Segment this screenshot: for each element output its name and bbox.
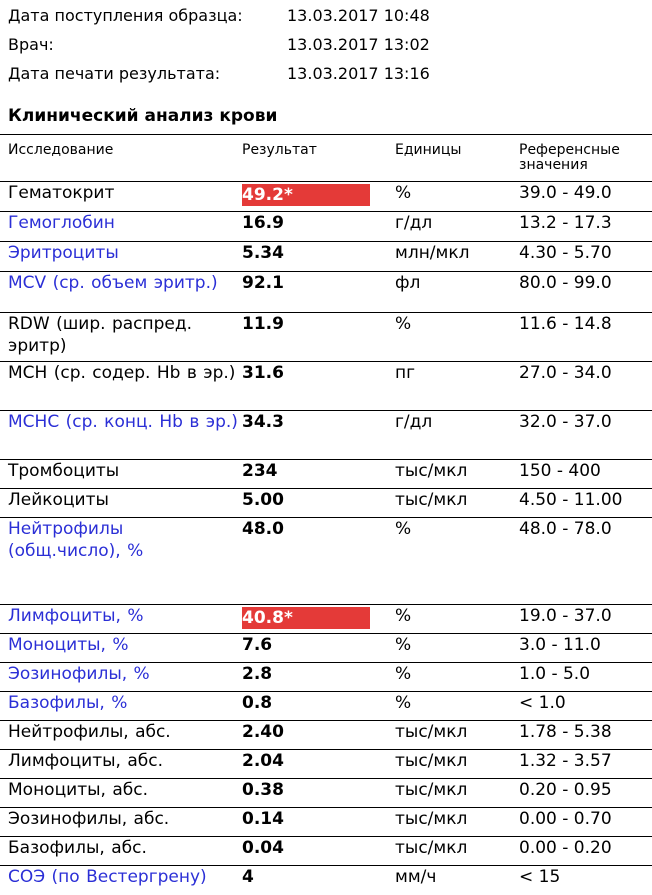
test-reference: 32.0 - 37.0: [519, 412, 612, 432]
test-units: %: [395, 635, 412, 655]
header-result: Результат: [242, 142, 317, 158]
test-result: 0.8: [242, 693, 273, 713]
test-name: MCH (ср. содер. Hb в эр.): [8, 363, 236, 383]
test-reference: < 15: [519, 867, 561, 887]
header-name: Исследование: [8, 142, 114, 158]
meta-value: 13.03.2017 10:48: [287, 6, 430, 25]
table-row: [0, 459, 652, 488]
test-name: Эозинофилы, абс.: [8, 809, 170, 829]
test-name: RDW (шир. распред. эритр): [8, 314, 193, 356]
table-row: [0, 517, 652, 604]
test-result: 0.14: [242, 809, 284, 829]
test-name: СОЭ (по Вестергрену): [8, 867, 207, 887]
test-result: 2.04: [242, 751, 284, 771]
test-name: Тромбоциты: [8, 461, 120, 481]
test-result: 49.2*: [242, 184, 370, 206]
test-units: тыс/мкл: [395, 461, 468, 481]
test-name: Лимфоциты, %: [8, 606, 144, 626]
test-result: 2.40: [242, 722, 284, 742]
test-reference: 0.20 - 0.95: [519, 780, 612, 800]
test-name: Эритроциты: [8, 243, 119, 263]
table-row: [0, 488, 652, 517]
table-row: [0, 241, 652, 271]
test-name: Гематокрит: [8, 183, 115, 203]
test-units: г/дл: [395, 412, 433, 432]
test-units: %: [395, 183, 412, 203]
header-reference: Референсные значения: [519, 142, 620, 173]
test-reference: 48.0 - 78.0: [519, 519, 612, 539]
test-units: тыс/мкл: [395, 722, 468, 742]
test-reference: 0.00 - 0.70: [519, 809, 612, 829]
test-units: тыс/мкл: [395, 780, 468, 800]
test-result: 48.0: [242, 519, 284, 539]
test-reference: 3.0 - 11.0: [519, 635, 601, 655]
test-result: 0.38: [242, 780, 284, 800]
table-row: [0, 749, 652, 778]
test-reference: 150 - 400: [519, 461, 601, 481]
test-units: тыс/мкл: [395, 838, 468, 858]
test-units: тыс/мкл: [395, 751, 468, 771]
test-reference: 80.0 - 99.0: [519, 273, 612, 293]
test-result: 5.00: [242, 490, 284, 510]
test-name: Нейтрофилы (общ.число), %: [8, 519, 144, 561]
test-name: Базофилы, %: [8, 693, 128, 713]
test-result: 0.04: [242, 838, 284, 858]
test-units: млн/мкл: [395, 243, 470, 263]
test-reference: 4.50 - 11.00: [519, 490, 623, 510]
test-units: тыс/мкл: [395, 809, 468, 829]
test-reference: 13.2 - 17.3: [519, 213, 612, 233]
test-reference: < 1.0: [519, 693, 566, 713]
test-result: 40.8*: [242, 607, 370, 629]
table-row: [0, 181, 652, 211]
test-name: Моноциты, абс.: [8, 780, 148, 800]
test-units: %: [395, 693, 412, 713]
test-reference: 1.78 - 5.38: [519, 722, 612, 742]
table-row: [0, 836, 652, 865]
test-reference: 4.30 - 5.70: [519, 243, 612, 263]
test-result: 31.6: [242, 363, 284, 383]
test-reference: 39.0 - 49.0: [519, 183, 612, 203]
test-reference: 27.0 - 34.0: [519, 363, 612, 383]
header-units: Единицы: [395, 142, 462, 158]
test-reference: 1.32 - 3.57: [519, 751, 612, 771]
test-name: Эозинофилы, %: [8, 664, 150, 684]
test-units: %: [395, 606, 412, 626]
table-row: [0, 410, 652, 459]
section-title: Клинический анализ крови: [8, 106, 278, 126]
test-result: 234: [242, 461, 278, 481]
test-result: 11.9: [242, 314, 284, 334]
meta-value: 13.03.2017 13:02: [287, 35, 430, 54]
test-result: 2.8: [242, 664, 273, 684]
table-row: [0, 633, 652, 662]
meta-label: Дата печати результата:: [8, 64, 221, 83]
table-row: [0, 312, 652, 361]
table-row: [0, 662, 652, 691]
test-name: MCV (ср. объем эритр.): [8, 273, 218, 293]
test-name: Гемоглобин: [8, 213, 115, 233]
table-row: [0, 604, 652, 633]
test-units: фл: [395, 273, 421, 293]
test-result: 7.6: [242, 635, 273, 655]
test-units: г/дл: [395, 213, 433, 233]
test-result: 34.3: [242, 412, 284, 432]
table-row: [0, 361, 652, 410]
test-units: тыс/мкл: [395, 490, 468, 510]
meta-value: 13.03.2017 13:16: [287, 64, 430, 83]
results-table: [0, 134, 652, 894]
test-reference: 0.00 - 0.20: [519, 838, 612, 858]
test-result: 16.9: [242, 213, 284, 233]
test-reference: 1.0 - 5.0: [519, 664, 591, 684]
test-result: 92.1: [242, 273, 284, 293]
test-name: Моноциты, %: [8, 635, 129, 655]
test-units: %: [395, 314, 412, 334]
test-name: Базофилы, абс.: [8, 838, 147, 858]
test-result: 4: [242, 867, 254, 887]
table-row: [0, 211, 652, 241]
test-units: мм/ч: [395, 867, 437, 887]
table-row: [0, 720, 652, 749]
test-name: Нейтрофилы, абс.: [8, 722, 171, 742]
meta-label: Дата поступления образца:: [8, 6, 243, 25]
table-row: [0, 807, 652, 836]
test-units: пг: [395, 363, 416, 383]
test-name: MCHC (ср. конц. Hb в эр.): [8, 412, 238, 432]
table-row: [0, 691, 652, 720]
table-row: [0, 778, 652, 807]
meta-label: Врач:: [8, 35, 54, 54]
test-units: %: [395, 664, 412, 684]
table-header: [0, 135, 652, 181]
test-name: Лейкоциты: [8, 490, 109, 510]
test-reference: 11.6 - 14.8: [519, 314, 612, 334]
table-row: [0, 865, 652, 894]
test-result: 5.34: [242, 243, 284, 263]
test-units: %: [395, 519, 412, 539]
table-row: [0, 271, 652, 312]
test-name: Лимфоциты, абс.: [8, 751, 163, 771]
test-reference: 19.0 - 37.0: [519, 606, 612, 626]
